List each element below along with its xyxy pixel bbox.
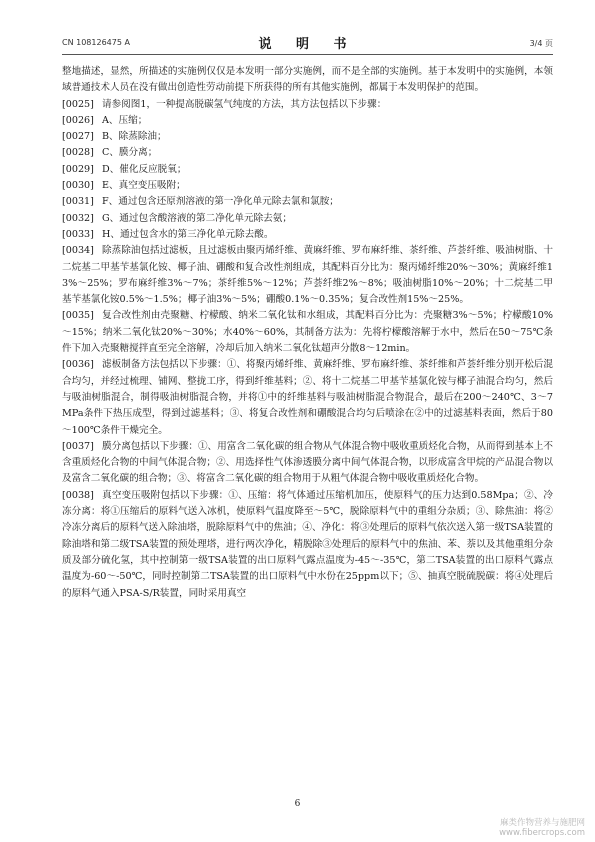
paragraph-number: [0025] (62, 98, 94, 110)
paragraph-text: E、真空变压吸附； (102, 180, 186, 192)
paragraph-text: 真空变压吸附包括以下步骤：①、压缩：将气体通过压缩机加压，使原料气的压力达到0.58Mpa；②、冷冻分离：将①压缩后的原料气送入冰机，使原料气温度降至～5℃，脱除原料气中的重组分杂质；③、除焦油：将②冷冻分离后的原料气送入除油塔，脱除原料气中的焦油；④、净化：将③处理后的原料气依次送入第一级TSA装置的除油塔和第二级TSA装置的预处理塔，进行两次净化，精脱除③处理后的原料气中的焦油、苯、萘以及其他重组分杂质及部分硫化氢，其中控制第一级TSA装置的出口原料气露点温度为-45～-35℃，第二TSA装置的出口原料气露点温度为-60～-50℃，同时控制第二TSA装置的出口原料气中水份在25ppm以下；⑤、抽真空脱硫脱碳：将④处理后的原料气通入PSA-S/R装置，同时采用真空 (62, 489, 553, 599)
page-indicator: 3/4 页 (529, 39, 553, 48)
document-title: 说 明 书 (258, 37, 357, 52)
paragraph (62, 488, 553, 602)
paragraph-text: G、通过包含酸溶液的第二净化单元除去氨； (102, 212, 292, 224)
paragraph (62, 211, 553, 227)
paragraph (62, 357, 553, 438)
paragraph-number: [0029] (62, 163, 94, 175)
paragraph-text: 请参阅图1，一种提高脱碳氢气纯度的方法，其方法包括以下步骤： (102, 98, 387, 110)
paragraph (62, 439, 553, 488)
paragraph (62, 308, 553, 357)
paragraph (62, 227, 553, 243)
paragraph-number: [0033] (62, 228, 94, 240)
paragraph (62, 129, 553, 145)
paragraph (62, 145, 553, 161)
paragraph-text: A、压缩； (102, 114, 148, 126)
paragraph-text: 整地描述，显然，所描述的实施例仅仅是本发明一部分实施例，而不是全部的实施例。基于本发明中的实施例，本领域普通技术人员在没有做出创造性劳动前提下所获得的所有其他实施例，都属于本发明保护的范围。 (62, 66, 553, 94)
paragraph-number: [0031] (62, 196, 94, 208)
paragraph-text: C、膜分离； (102, 147, 158, 159)
paragraph-number: [0036] (62, 359, 94, 371)
paragraph (62, 194, 553, 210)
paragraph-text: B、除蒸除油； (102, 131, 167, 143)
paragraph-number: [0028] (62, 147, 94, 159)
paragraph-number: [0038] (62, 489, 94, 501)
document-body (62, 64, 553, 602)
paragraph (62, 64, 553, 97)
paragraph-text: F、通过包含还原剂溶液的第一净化单元除去氯和氯胺； (102, 196, 339, 208)
paragraph-number: [0030] (62, 180, 94, 192)
publication-number: CN 108126475 A (62, 38, 130, 47)
watermark-title: 麻类作物营养与施肥网 (499, 818, 585, 828)
paragraph-text: 滤板制备方法包括以下步骤：①、将聚丙烯纤维、黄麻纤维、罗布麻纤维、茶纤维和芦荟纤维分别开松后混合均匀，并经过梳理、铺网、整拢工序，得到纤维基料；②、将十二烷基二甲基苄基氯化铵与椰子油混合均匀，然后与吸油树脂混合，制得吸油树脂混合物，并将①中的纤维基料与吸油树脂混合物混合，最后在200～240℃、3～7MPa条件下热压成型，得到过滤基料；③、将复合改性剂和硼酸混合均匀后喷涂在②中的过滤基料表面，然后于80～100℃条件干燥完全。 (62, 359, 553, 436)
paragraph-text: 膜分离包括以下步骤：①、用富含二氧化碳的组合物从气体混合物中吸收重质烃化合物，从而得到基本上不含重质烃化合物的中间气体混合物；②、用选择性气体渗透膜分离中间气体混合物，以形成富含甲烷的产品混合物以及富含二氧化碳的组合物；③、将富含二氧化碳的组合物用于从粗气体混合物中吸收重质烃化合物。 (62, 440, 553, 485)
paragraph (62, 97, 553, 113)
paragraph-text: 除蒸除油包括过滤板，且过滤板由聚丙烯纤维、黄麻纤维、罗布麻纤维、茶纤维、芦荟纤维、吸油树脂、十二烷基二甲基苄基氯化铵、椰子油、硼酸和复合改性剂组成，其配料百分比为：聚丙烯纤维20%～30%；黄麻纤维13%～25%；罗布麻纤维3%～7%；茶纤维5%～12%；芦荟纤维2%～8%；吸油树脂10%～20%；十二烷基二甲基苄基氯化铵0.5%～1.5%；椰子油3%～5%；硼酸0.1%～0.35%；复合改性剂15%～25%。 (62, 245, 553, 306)
page-header (62, 33, 553, 51)
paragraph-number: [0037] (62, 440, 94, 452)
paragraph-text: D、催化反应脱氧； (102, 163, 187, 175)
paragraph-text: 复合改性剂由壳聚糖、柠檬酸、纳米二氧化钛和水组成，其配料百分比为：壳聚糖3%～5%；柠檬酸10%～15%；纳米二氧化钛20%～30%；水40%～60%，其制备方法为：先将柠檬酸溶解于水中，然后在50～75℃条件下加入壳聚糖搅拌直至完全溶解，冷却后加入纳米二氧化钛超声分散8～12min。 (62, 310, 553, 355)
paragraph-number: [0032] (62, 212, 94, 224)
paragraph-number: [0034] (62, 245, 94, 257)
paragraph-text: H、通过包含水的第三净化单元除去酸。 (102, 228, 274, 240)
paragraph (62, 162, 553, 178)
page-number: 6 (294, 799, 301, 809)
paragraph-number: [0026] (62, 114, 94, 126)
paragraph (62, 178, 553, 194)
watermark (499, 818, 585, 838)
paragraph-number: [0035] (62, 310, 94, 322)
header-divider (62, 54, 553, 55)
paragraph (62, 243, 553, 308)
paragraph (62, 113, 553, 129)
paragraph-number: [0027] (62, 131, 94, 143)
watermark-url: www.fibercrops.com (499, 828, 585, 838)
